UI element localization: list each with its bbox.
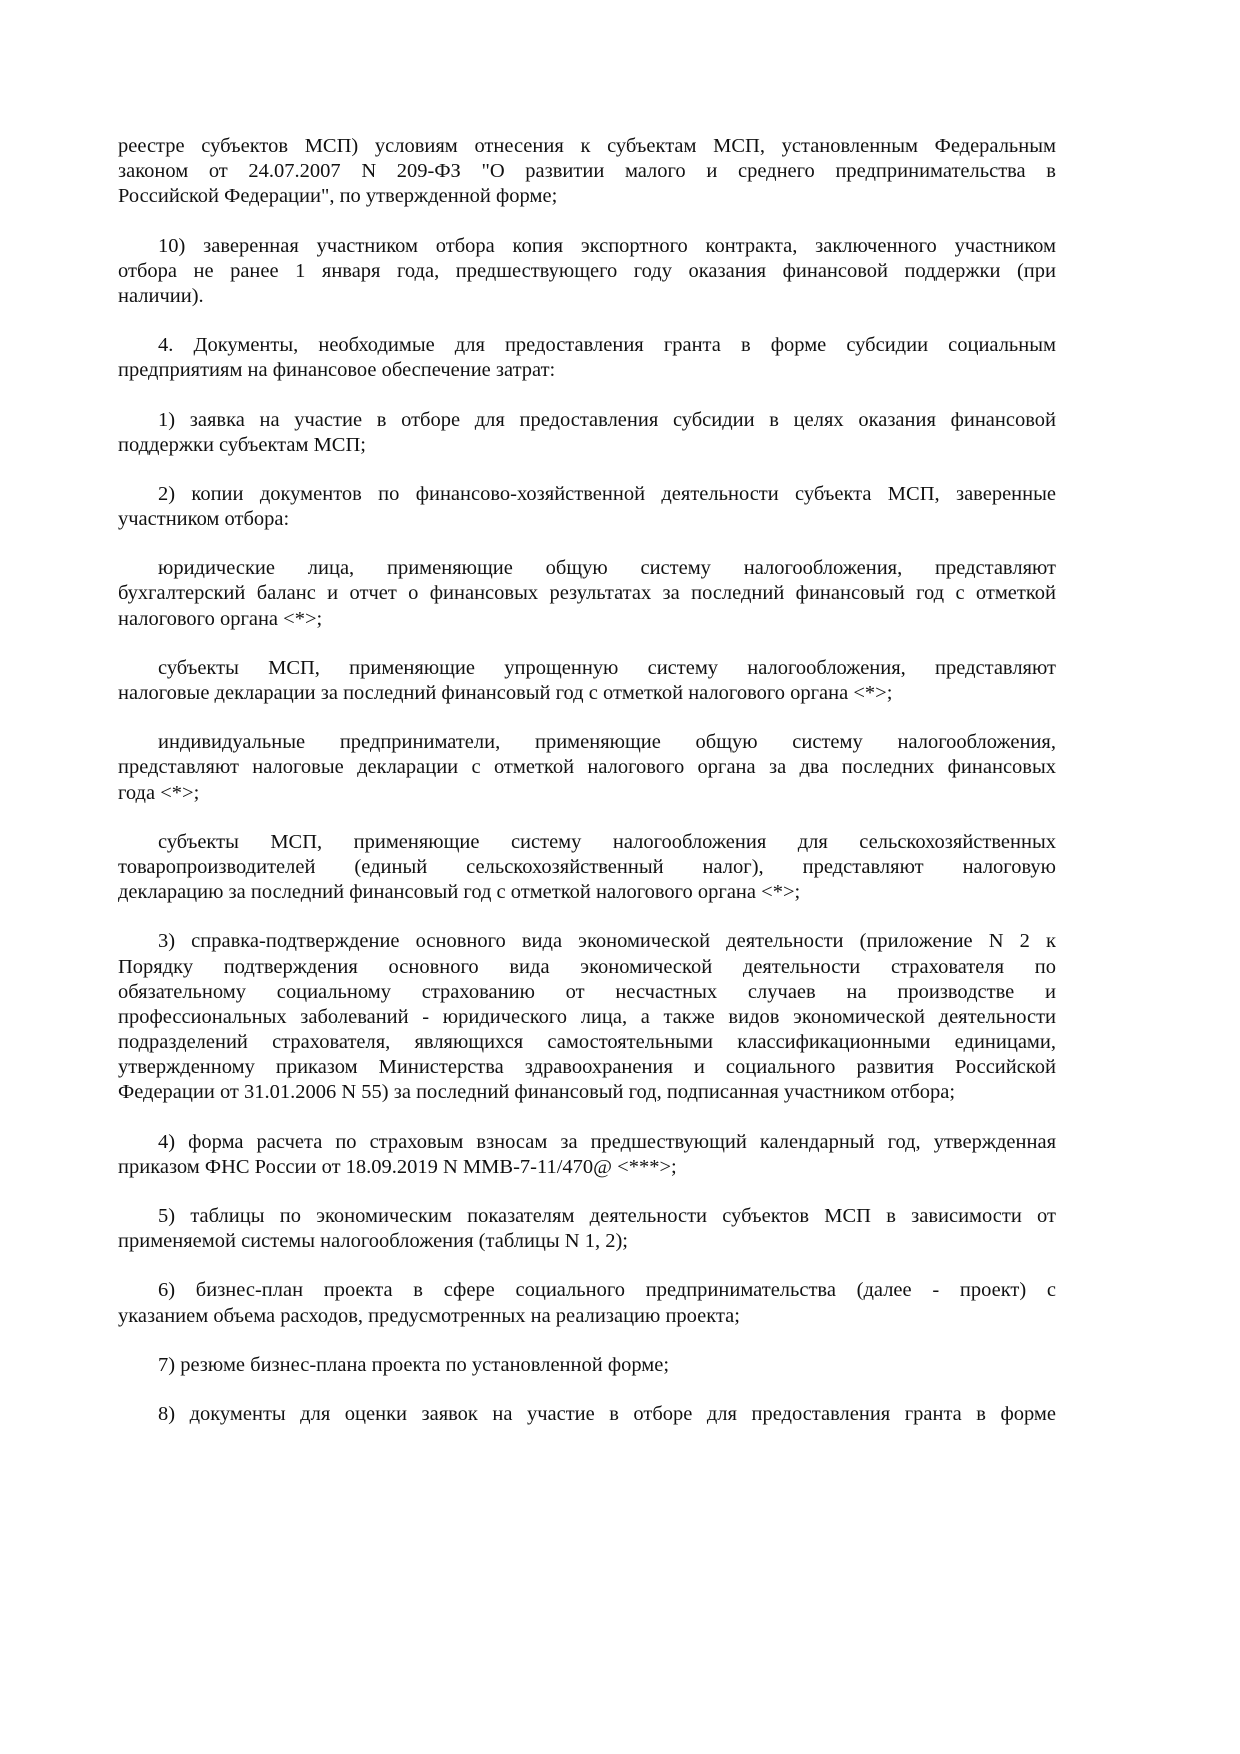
text-line: индивидуальные предприниматели, применяющие общую систему налогообложения, [158, 731, 1056, 754]
text-line: реестре субъектов МСП) условиям отнесения к субъектам МСП, установленным Федеральным [118, 135, 1056, 157]
text-line: Федерации от 31.01.2006 N 55) за последний финансовый год, подписанная участником отбора; [118, 1081, 956, 1104]
document-page [118, 134, 1056, 1451]
text-line: наличии). [118, 284, 204, 307]
text-line: 3) справка-подтверждение основного вида экономической деятельности (приложение N 2 к [158, 930, 1056, 953]
text-line: указанием объема расходов, предусмотренных на реализацию проекта; [118, 1304, 740, 1327]
text-line: налогового органа <*>; [118, 607, 323, 630]
text-line: предприятиям на финансовое обеспечение затрат: [118, 359, 556, 382]
paragraph [118, 408, 1056, 458]
text-line: участником отбора: [118, 508, 290, 531]
paragraph [118, 830, 1056, 906]
text-line: профессиональных заболеваний - юридического лица, а также видов экономической деятельности [118, 1005, 1056, 1028]
text-line: 6) бизнес-план проекта в сфере социального предпринимательства (далее - проект) с [158, 1279, 1056, 1302]
paragraph [118, 730, 1056, 806]
text-line: Российской Федерации", по утвержденной форме; [118, 185, 558, 208]
text-line: года <*>; [118, 781, 200, 804]
paragraph [118, 482, 1056, 532]
text-line: обязательному социальному страхованию от несчастных случаев на производстве и [118, 980, 1056, 1003]
text-line: отбора не ранее 1 января года, предшествующего году оказания финансовой поддержки (при [118, 259, 1056, 282]
text-line: утвержденному приказом Министерства здравоохранения и социального развития Российской [118, 1056, 1056, 1079]
paragraph [118, 1278, 1056, 1328]
paragraph [118, 1402, 1056, 1427]
text-line: субъекты МСП, применяющие систему налогообложения для сельскохозяйственных [158, 830, 1056, 853]
text-line: представляют налоговые декларации с отметкой налогового органа за два последних финансовых [118, 756, 1056, 779]
paragraph [118, 1130, 1056, 1180]
text-line: 4) форма расчета по страховым взносам за предшествующий календарный год, утвержденная [158, 1130, 1056, 1153]
paragraph [118, 929, 1056, 1105]
paragraph [118, 333, 1056, 383]
text-line: 1) заявка на участие в отборе для предоставления субсидии в целях оказания финансовой [158, 408, 1056, 431]
text-line: применяемой системы налогообложения (таблицы N 1, 2); [118, 1230, 629, 1253]
text-line: юридические лица, применяющие общую систему налогообложения, представляют [158, 557, 1056, 580]
text-line: законом от 24.07.2007 N 209-ФЗ "О развитии малого и среднего предпринимательства в [118, 160, 1056, 183]
paragraph [118, 656, 1056, 706]
text-line: 8) документы для оценки заявок на участие в отборе для предоставления гранта в форме [158, 1402, 1056, 1425]
text-line: Порядку подтверждения основного вида экономической деятельности страхователя по [118, 955, 1056, 978]
text-line: декларацию за последний финансовый год с отметкой налогового органа <*>; [118, 881, 801, 904]
text-line: налоговые декларации за последний финансовый год с отметкой налогового органа <*>; [118, 682, 893, 704]
text-line: 10) заверенная участником отбора копия экспортного контракта, заключенного участником [158, 234, 1056, 257]
paragraph [118, 1204, 1056, 1254]
text-line: 4. Документы, необходимые для предоставления гранта в форме субсидии социальным [158, 334, 1056, 357]
text-line: поддержки субъектам МСП; [118, 433, 366, 456]
paragraph [118, 134, 1056, 210]
text-line: субъекты МСП, применяющие упрощенную систему налогообложения, представляют [158, 656, 1056, 679]
text-line: бухгалтерский баланс и отчет о финансовых результатах за последний финансовый год с отметкой [118, 582, 1056, 605]
text-line: 2) копии документов по финансово-хозяйственной деятельности субъекта МСП, заверенные [158, 482, 1056, 505]
paragraph [118, 1353, 1056, 1378]
paragraph [118, 234, 1056, 310]
text-line: подразделений страхователя, являющихся самостоятельными классификационными единицами, [118, 1031, 1056, 1054]
paragraph [118, 556, 1056, 632]
text-line: 7) резюме бизнес-плана проекта по установленной форме; [158, 1353, 670, 1376]
text-line: приказом ФНС России от 18.09.2019 N ММВ-7-11/470@ <***>; [118, 1155, 677, 1178]
text-line: 5) таблицы по экономическим показателям деятельности субъектов МСП в зависимости от [158, 1205, 1056, 1227]
text-line: товаропроизводителей (единый сельскохозяйственный налог), представляют налоговую [118, 855, 1056, 878]
